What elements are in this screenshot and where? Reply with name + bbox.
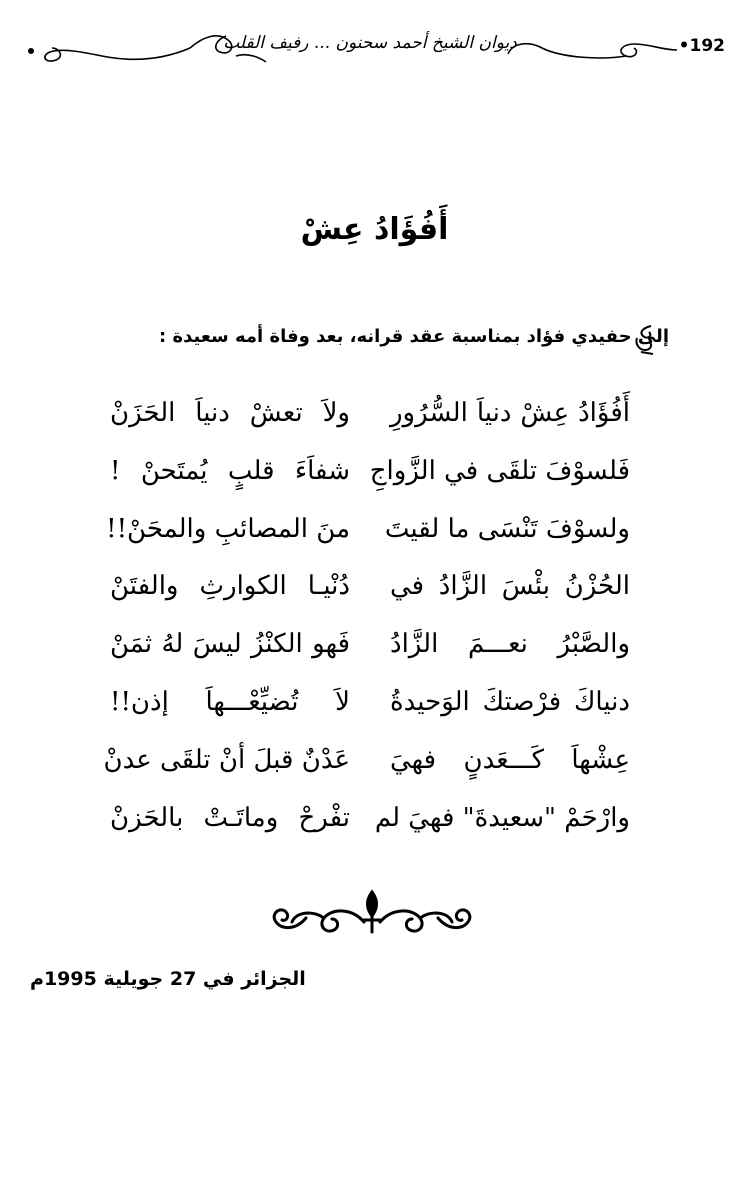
verse-first-hemistich: دنياكَ فرْصتكَ الوَحيدةُ [390, 686, 630, 717]
verse [110, 385, 630, 443]
poem-title: أَفُؤَادُ عِشْ [300, 212, 449, 247]
running-header [22, 22, 727, 76]
verse-second-hemistich: فَهو الكنْزُ ليسَ لهُ ثمَنْ [110, 629, 350, 660]
dedication: إلى حفيدي فؤاد بمناسبة عقد قرانه، بعد وفاة أمه سعيدة : [158, 326, 669, 347]
verse-second-hemistich: ولاَ تعشْ دنياَ الحَزَنْ [110, 398, 350, 428]
verse [110, 674, 630, 732]
verse-second-hemistich: عَدْنٌ قبلَ أنْ تلقَى عدنْ [103, 744, 350, 775]
running-title: ديوان الشيخ أحمد سحنون ... رفيف القلب [223, 33, 517, 53]
verse-second-hemistich: شفاَءَ قلبٍ يُمتَحنْ ! [110, 455, 350, 486]
place-date: الجزائر في 27 جويلية 1995م [30, 968, 306, 990]
verse-first-hemistich: وارْحَمْ "سعيدةَ" فهيَ لم [374, 802, 630, 833]
verse-first-hemistich: والصَّبْرُ نعـــمَ الزَّادُ [390, 629, 630, 660]
poem-verses [103, 385, 630, 847]
verse-first-hemistich: ولسوْفَ تَنْسَى ما لقيتَ [384, 513, 630, 544]
page-number: •192 [678, 36, 725, 56]
verse [106, 501, 630, 559]
verse [103, 732, 630, 790]
verse [110, 616, 630, 674]
header-end-dot [28, 48, 34, 54]
verse-first-hemistich: الحُزْنُ بئْسَ الزَّادُ في [390, 571, 630, 602]
verse-second-hemistich: دُنْيـا الكوارثِ والفتَنْ [110, 571, 350, 602]
verse-second-hemistich: منَ المصائبِ والمحَنْ!! [106, 513, 350, 544]
verse-second-hemistich: تفْرحْ وماتَـتْ بالحَزنْ [110, 802, 350, 833]
verse [110, 790, 630, 848]
floral-ornament-icon [266, 886, 478, 938]
verse [110, 443, 630, 501]
verse [110, 558, 630, 616]
verse-first-hemistich: فَلسوْفَ تلقَى في الزَّواجِ [369, 455, 630, 486]
verse-first-hemistich: عِشْهاَ كَـــعَدنٍ فهيَ [390, 744, 630, 775]
verse-second-hemistich: لاَ تُضيِّعْـــهاَ إذن!! [110, 686, 350, 717]
verse-first-hemistich: أَفُؤَادُ عِشْ دنياَ السُّرُورِ [390, 398, 630, 428]
